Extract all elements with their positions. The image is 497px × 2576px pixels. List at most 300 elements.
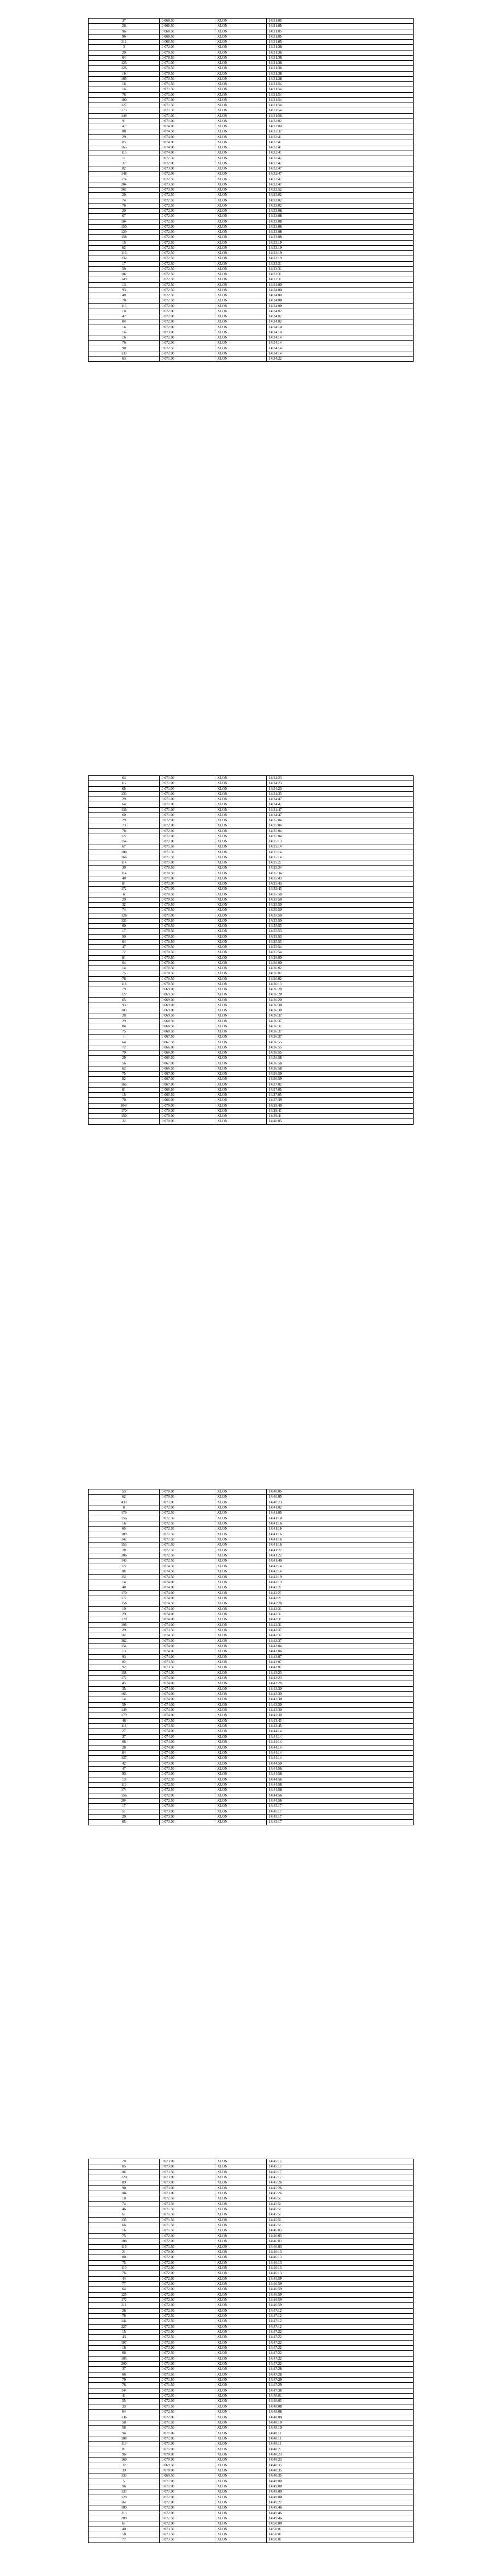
time-cell: 14:31:36 [267,55,414,60]
table-row [89,1740,414,1745]
venue-cell: XLON [215,1814,267,1819]
table-row [89,1500,414,1505]
price-cell: 0.069.00 [160,997,215,1003]
time-cell: 14:35:34 [267,866,414,871]
table-row [89,34,414,39]
volume-cell: 179 [89,1511,160,1516]
volume-cell: 153 [89,1543,160,1548]
venue-cell: XLON [215,2442,267,2447]
price-cell: 0.073.50 [160,1665,215,1670]
volume-cell: 65 [89,997,160,1003]
price-cell: 0.067.00 [160,1082,215,1087]
time-cell: 14:34:47 [267,797,414,802]
price-cell: 0.074.00 [160,1681,215,1686]
venue-cell: XLON [215,1734,267,1739]
time-cell: 14:35:14 [267,844,414,850]
venue-cell: XLON [215,1702,267,1707]
venue-cell: XLON [215,1750,267,1755]
price-cell: 0.073.00 [160,1814,215,1819]
venue-cell: XLON [215,2330,267,2335]
time-cell: 14:36:37 [267,1029,414,1035]
price-cell: 0.072.00 [160,2511,215,2516]
price-cell: 0.072.00 [160,1793,215,1798]
venue-cell: XLON [215,2303,267,2308]
price-cell: 0.072.50 [160,1798,215,1803]
price-cell: 0.071.00 [160,781,215,786]
table-row [89,1008,414,1013]
venue-cell: XLON [215,346,267,351]
table-row [89,2255,414,2260]
venue-cell: XLON [215,161,267,166]
venue-cell: XLON [215,876,267,881]
price-cell: 0.074.00 [160,134,215,140]
volume-cell: 16 [89,325,160,330]
time-cell: 14:31:36 [267,66,414,71]
volume-cell: 172 [89,2297,160,2302]
price-cell: 0.072.50 [160,1782,215,1787]
venue-cell: XLON [215,2420,267,2425]
time-cell: 14:34:02 [267,309,414,314]
venue-cell: XLON [215,1489,267,1495]
volume-cell: 211 [89,40,160,45]
price-cell: 0.070.50 [160,71,215,76]
time-cell: 14:36:37 [267,1035,414,1040]
venue-cell: XLON [215,1072,267,1077]
volume-cell: 72 [89,950,160,955]
price-cell: 0.071.00 [160,2489,215,2495]
time-cell: 14:41:16 [267,1532,414,1537]
volume-cell: 173 [89,108,160,113]
volume-cell: 29 [89,1612,160,1617]
price-cell: 0.070.50 [160,934,215,939]
volume-cell: 81 [89,1087,160,1092]
volume-cell: 15 [89,1093,160,1098]
venue-cell: XLON [215,2500,267,2505]
time-cell: 14:46:59 [267,2276,414,2281]
volume-cell: 84 [89,319,160,325]
venue-cell: XLON [215,2378,267,2383]
time-cell: 14:49:46 [267,2516,414,2521]
table-row [89,1119,414,1124]
price-cell: 0.072.50 [160,1527,215,1532]
time-cell: 14:35:54 [267,950,414,955]
price-cell: 0.072.00 [160,2265,215,2270]
time-cell: 14:35:53 [267,929,414,934]
time-cell: 14:32:41 [267,134,414,140]
venue-cell: XLON [215,871,267,876]
table-row [89,2346,414,2351]
time-cell: 14:34:00 [267,303,414,309]
venue-cell: XLON [215,314,267,319]
table-row [89,2292,414,2297]
table-row [89,2228,414,2233]
table-row [89,40,414,45]
time-cell: 14:34:47 [267,802,414,807]
venue-cell: XLON [215,198,267,203]
time-cell: 14:33:08 [267,235,414,240]
price-cell: 0.073.50 [160,2201,215,2207]
table-row [89,1798,414,1803]
volume-cell: 62 [89,245,160,250]
price-cell: 0.070.00 [160,2468,215,2473]
table-row [89,971,414,976]
price-cell: 0.072.50 [160,2196,215,2201]
venue-cell: XLON [215,966,267,971]
table-row [89,960,414,965]
venue-cell: XLON [215,1628,267,1633]
table-row [89,1077,414,1082]
price-cell: 0.074.00 [160,1740,215,1745]
time-cell: 14:32:47 [267,166,414,172]
table-row [89,351,414,356]
venue-cell: XLON [215,92,267,97]
table-row [89,118,414,124]
price-cell: 0.073.00 [160,330,215,335]
venue-cell: XLON [215,2340,267,2345]
table-row [89,1750,414,1755]
price-cell: 0.072.00 [160,2356,215,2361]
volume-cell: 28 [89,24,160,29]
volume-cell: 39 [89,2468,160,2473]
venue-cell: XLON [215,71,267,76]
volume-cell: 29 [89,1814,160,1819]
volume-cell: 73 [89,823,160,828]
volume-cell: 66 [89,2372,160,2377]
price-cell: 0.071.00 [160,812,215,818]
table-row [89,1098,414,1103]
time-cell: 14:34:00 [267,293,414,298]
time-cell: 14:35:04 [267,828,414,834]
time-cell: 14:42:37 [267,1638,414,1643]
table-row [89,776,414,781]
price-cell: 0.072.00 [160,2495,215,2500]
volume-cell: 206 [89,1553,160,1558]
price-cell: 0.071.50 [160,87,215,92]
venue-cell: XLON [215,2207,267,2212]
time-cell: 14:48:10 [267,2426,414,2431]
time-cell: 14:34:10 [267,325,414,330]
volume-cell: 78 [89,2159,160,2164]
time-cell: 14:42:14 [267,1569,414,1574]
table-row [89,2410,414,2415]
time-cell: 14:48:01 [267,2394,414,2399]
venue-cell: XLON [215,997,267,1003]
table-row [89,1761,414,1766]
venue-cell: XLON [215,913,267,918]
price-cell: 0.074.00 [160,1713,215,1718]
time-cell: 14:43:45 [267,1724,414,1729]
price-cell: 0.072.00 [160,2394,215,2399]
volume-cell: 16 [89,335,160,341]
time-cell: 14:35:04 [267,818,414,823]
venue-cell: XLON [215,1527,267,1532]
volume-cell: 27 [89,1729,160,1734]
venue-cell: XLON [215,2170,267,2175]
table-row [89,256,414,261]
time-cell: 14:32:47 [267,172,414,177]
time-cell: 14:31:54 [267,97,414,103]
time-cell: 14:43:23 [267,1676,414,1681]
price-cell: 0.071.00 [160,2484,215,2489]
venue-cell: XLON [215,929,267,934]
price-cell: 0.072.00 [160,2399,215,2404]
venue-cell: XLON [215,293,267,298]
volume-cell: 118 [89,981,160,987]
volume-cell: 13 [89,1649,160,1654]
venue-cell: XLON [215,1098,267,1103]
volume-cell: 64 [89,55,160,60]
venue-cell: XLON [215,2495,267,2500]
price-cell: 0.072.00 [160,818,215,823]
trade-table-page-2 [88,775,414,1125]
venue-cell: XLON [215,2436,267,2441]
time-cell: 14:43:30 [267,1686,414,1691]
volume-cell: 60 [89,812,160,818]
price-cell: 0.069.50 [160,992,215,997]
table-row [89,2276,414,2281]
venue-cell: XLON [215,850,267,855]
table-row [89,1665,414,1670]
volume-cell: 37 [89,2367,160,2372]
time-cell: 14:31:36 [267,50,414,55]
volume-cell: 55 [89,2399,160,2404]
venue-cell: XLON [215,1718,267,1723]
price-cell: 0.067.00 [160,1072,215,1077]
table-row [89,2212,414,2217]
volume-cell: 91 [89,118,160,124]
price-cell: 0.070.00 [160,2452,215,2457]
time-cell: 14:42:14 [267,1564,414,1569]
time-cell: 14:31:05 [267,29,414,34]
table-row [89,981,414,987]
volume-cell: 17 [89,1804,160,1809]
table-row [89,282,414,287]
venue-cell: XLON [215,786,267,791]
volume-cell: 16 [89,71,160,76]
time-cell: 14:34:47 [267,812,414,818]
venue-cell: XLON [215,172,267,177]
venue-cell: XLON [215,209,267,214]
table-row [89,145,414,150]
time-cell: 14:34:23 [267,776,414,781]
time-cell: 14:32:41 [267,140,414,145]
volume-cell: 156 [89,1516,160,1521]
volume-cell: 75 [89,2233,160,2239]
table-row [89,240,414,245]
price-cell: 0.069.50 [160,2473,215,2479]
volume-cell: 156 [89,1793,160,1798]
price-cell: 0.073.00 [160,2185,215,2191]
volume-cell: 74 [89,908,160,913]
venue-cell: XLON [215,97,267,103]
volume-cell: 81 [89,955,160,960]
volume-cell: 59 [89,266,160,272]
venue-cell: XLON [215,1809,267,1814]
volume-cell: 64 [89,960,160,965]
venue-cell: XLON [215,1537,267,1543]
price-cell: 0.072.50 [160,346,215,351]
volume-cell: 16 [89,330,160,335]
price-cell: 0.072.00 [160,1505,215,1511]
table-row [89,166,414,172]
time-cell: 14:36:30 [267,1008,414,1013]
table-row [89,1040,414,1045]
table-row [89,2308,414,2313]
price-cell: 0.071.50 [160,850,215,855]
volume-cell: 211 [89,2303,160,2308]
table-row [89,2463,414,2468]
time-cell: 14:36:55 [267,1040,414,1045]
table-row [89,828,414,834]
table-row [89,1601,414,1606]
venue-cell: XLON [215,1511,267,1516]
time-cell: 14:34:47 [267,807,414,812]
volume-cell: 126 [89,66,160,71]
venue-cell: XLON [215,1558,267,1564]
table-row [89,2452,414,2457]
volume-cell: 149 [89,277,160,282]
table-row [89,2330,414,2335]
price-cell: 0.072.00 [160,2303,215,2308]
volume-cell: 16 [89,2228,160,2233]
venue-cell: XLON [215,335,267,341]
venue-cell: XLON [215,188,267,193]
time-cell: 14:49:00 [267,2479,414,2484]
volume-cell: 66 [89,1740,160,1745]
time-cell: 14:36:58 [267,1061,414,1066]
venue-cell: XLON [215,818,267,823]
venue-cell: XLON [215,1103,267,1108]
volume-cell: 136 [89,2415,160,2420]
venue-cell: XLON [215,50,267,55]
price-cell: 0.072.50 [160,272,215,277]
volume-cell: 165 [89,1082,160,1087]
venue-cell: XLON [215,87,267,92]
venue-cell: XLON [215,1040,267,1045]
time-cell: 14:46:13 [267,2260,414,2265]
venue-cell: XLON [215,2367,267,2372]
volume-cell: 101 [89,1569,160,1574]
venue-cell: XLON [215,2159,267,2164]
time-cell: 14:34:22 [267,357,414,362]
price-cell: 0.073.50 [160,182,215,187]
time-cell: 14:46:59 [267,2292,414,2297]
price-cell: 0.072.50 [160,2324,215,2329]
price-cell: 0.073.00 [160,1820,215,1825]
table-row [89,1596,414,1601]
price-cell: 0.069.00 [160,1008,215,1013]
price-cell: 0.072.50 [160,1777,215,1782]
volume-cell: 93 [89,1772,160,1777]
volume-cell: 158 [89,235,160,240]
table-row [89,860,414,866]
venue-cell: XLON [215,1670,267,1675]
price-cell: 0.067.00 [160,1061,215,1066]
time-cell: 14:45:51 [267,2212,414,2217]
venue-cell: XLON [215,1697,267,1702]
venue-cell: XLON [215,797,267,802]
time-cell: 14:42:19 [267,1574,414,1580]
venue-cell: XLON [215,892,267,897]
price-cell: 0.071.50 [160,2404,215,2409]
table-row [89,219,414,224]
price-cell: 0.074.00 [160,1596,215,1601]
table-row [89,807,414,812]
table-row [89,346,414,351]
table-row [89,1670,414,1675]
price-cell: 0.072.00 [160,214,215,219]
venue-cell: XLON [215,55,267,60]
table-row [89,129,414,134]
table-row [89,2458,414,2463]
table-row [89,2468,414,2473]
table-row [89,1702,414,1707]
venue-cell: XLON [215,839,267,844]
time-cell: 14:45:51 [267,2201,414,2207]
venue-cell: XLON [215,1045,267,1050]
volume-cell: 158 [89,1670,160,1675]
table-row [89,1772,414,1777]
price-cell: 0.072.00 [160,161,215,166]
price-cell: 0.072.00 [160,351,215,356]
volume-cell: 40 [89,876,160,881]
venue-cell: XLON [215,1114,267,1119]
volume-cell: 61 [89,2212,160,2217]
price-cell: 0.071.00 [160,887,215,892]
volume-cell: 82 [89,1660,160,1665]
venue-cell: XLON [215,791,267,796]
table-row [89,1045,414,1050]
venue-cell: XLON [215,934,267,939]
volume-cell: 61 [89,2521,160,2527]
venue-cell: XLON [215,955,267,960]
time-cell: 14:35:53 [267,934,414,939]
venue-cell: XLON [215,939,267,944]
time-cell: 14:48:23 [267,2452,414,2457]
price-cell: 0.073.00 [160,166,215,172]
price-cell: 0.072.00 [160,2388,215,2393]
time-cell: 14:34:23 [267,781,414,786]
volume-cell: 135 [89,2217,160,2223]
time-cell: 14:46:59 [267,2281,414,2286]
volume-cell: 209 [89,2516,160,2521]
time-cell: 14:43:07 [267,1660,414,1665]
table-row [89,1756,414,1761]
volume-cell: 3 [89,45,160,50]
time-cell: 14:37:39 [267,1098,414,1103]
volume-cell: 16 [89,87,160,92]
time-cell: 14:47:29 [267,2383,414,2388]
volume-cell: 47 [89,945,160,950]
table-row [89,1537,414,1543]
volume-cell: 204 [89,1798,160,1803]
venue-cell: XLON [215,118,267,124]
venue-cell: XLON [215,325,267,330]
venue-cell: XLON [215,1681,267,1686]
venue-cell: XLON [215,1050,267,1056]
table-row [89,230,414,235]
time-cell: 14:39:40 [267,1103,414,1108]
venue-cell: XLON [215,1500,267,1505]
price-cell: 0.074.00 [160,1745,215,1750]
price-cell: 0.072.50 [160,2313,215,2318]
volume-cell: 114 [89,871,160,876]
venue-cell: XLON [215,1580,267,1585]
volume-cell: 48 [89,293,160,298]
time-cell: 14:31:05 [267,24,414,29]
time-cell: 14:35:53 [267,939,414,944]
time-cell: 14:47:22 [267,2335,414,2340]
